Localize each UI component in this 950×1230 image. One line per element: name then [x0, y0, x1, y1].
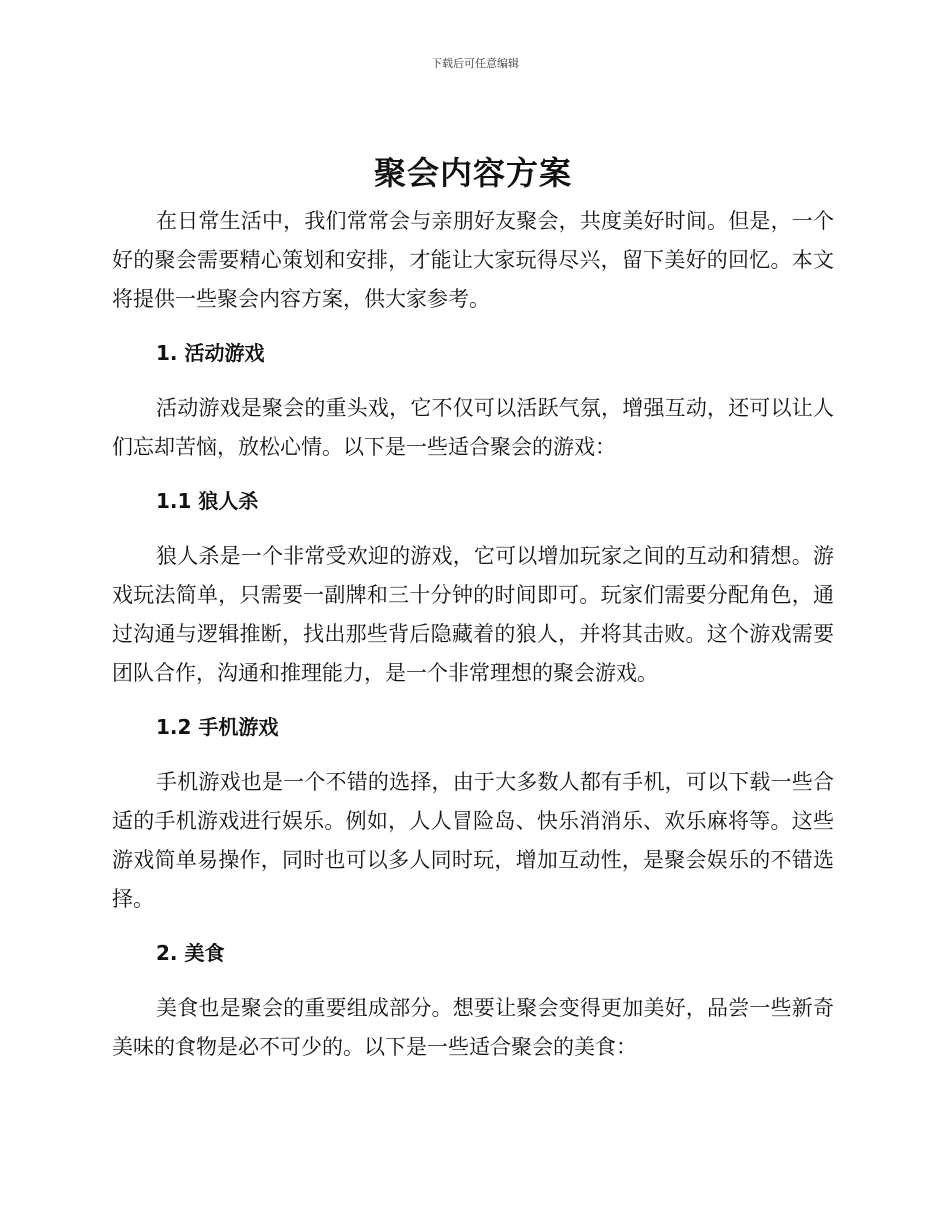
intro-paragraph: 在日常生活中，我们常常会与亲朋好友聚会，共度美好时间。但是，一个好的聚会需要精心策划和安排，才能让大家玩得尽兴，留下美好的回忆。本文将提供一些聚会内容方案，供大家参考。 [112, 209, 834, 311]
section-paragraph-activities: 活动游戏是聚会的重头戏，它不仅可以活跃气氛，增强互动，还可以让人们忘却苦恼，放松心情。以下是一些适合聚会的游戏： [112, 396, 834, 459]
document-body [112, 150, 834, 1067]
section-heading-werewolf: 1.1 狼人杀 [156, 489, 259, 513]
section-heading-mobile-games: 1.2 手机游戏 [156, 715, 279, 739]
section-heading-activities: 1. 活动游戏 [156, 341, 265, 365]
section-paragraph-werewolf: 狼人杀是一个非常受欢迎的游戏，它可以增加玩家之间的互动和猜想。游戏玩法简单，只需要一副牌和三十分钟的时间即可。玩家们需要分配角色，通过沟通与逻辑推断，找出那些背后隐藏着的狼人，并将其击败。这个游戏需要团队合作，沟通和推理能力，是一个非常理想的聚会游戏。 [112, 544, 834, 685]
section-heading-food: 2. 美食 [156, 941, 225, 965]
page-title: 聚会内容方案 [373, 154, 572, 192]
header-note: 下载后可任意编辑 [431, 57, 519, 70]
section-paragraph-food: 美食也是聚会的重要组成部分。想要让聚会变得更加美好，品尝一些新奇美味的食物是必不可少的。以下是一些适合聚会的美食： [112, 996, 834, 1059]
section-paragraph-mobile-games: 手机游戏也是一个不错的选择，由于大多数人都有手机，可以下载一些合适的手机游戏进行娱乐。例如，人人冒险岛、快乐消消乐、欢乐麻将等。这些游戏简单易操作，同时也可以多人同时玩，增加互动性，是聚会娱乐的不错选择。 [112, 770, 834, 911]
